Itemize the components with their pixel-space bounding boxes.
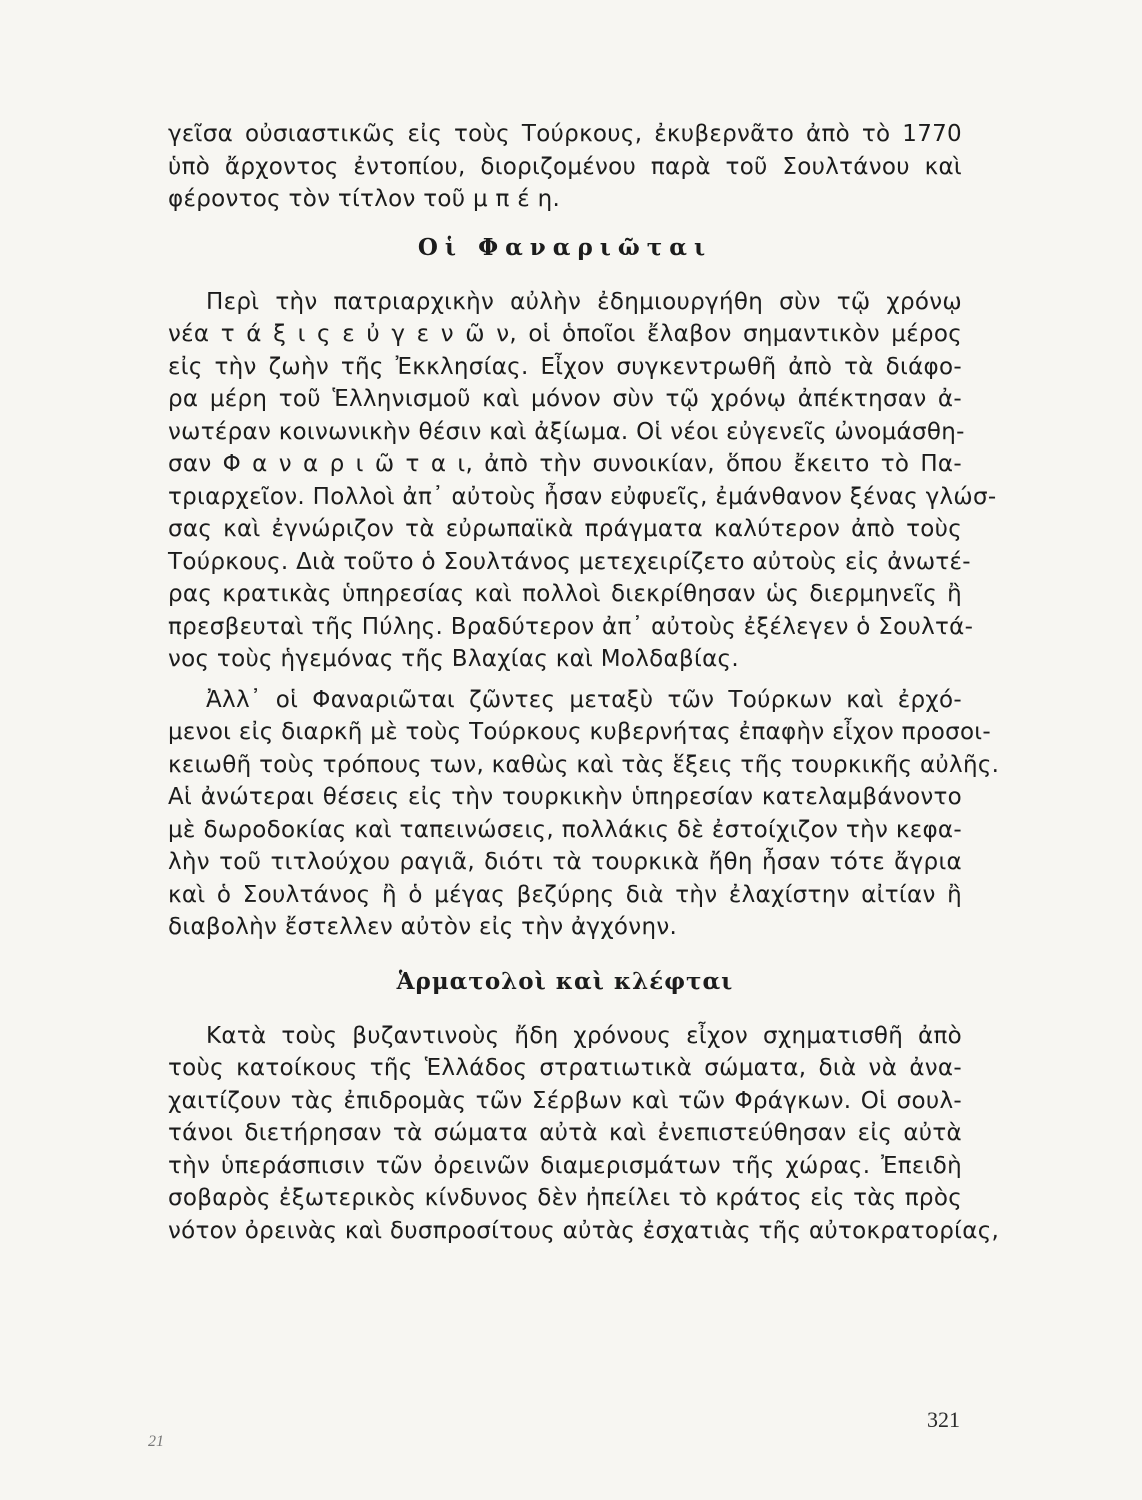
text-line: πρεσβευταὶ τῆς Πύλης. Βραδύτερον ἀπ᾽ αὐτοὺς ἐξέλεγεν ὁ Σουλτά-	[168, 613, 974, 640]
text-line: σαν Φ α ν α ρ ι ῶ τ α ι, ἀπὸ τὴν συνοικίαν, ὅπου ἔκειτο τὸ Πα-	[168, 451, 962, 477]
text-line: ρας κρατικὰς ὑπηρεσίας καὶ πολλοὶ διεκρίθησαν ὡς διερμηνεῖς ἢ	[168, 581, 962, 607]
text-line: χαιτίζουν τὰς ἐπιδρομὰς τῶν Σέρβων καὶ τῶν Φράγκων. Οἱ σουλ-	[168, 1087, 962, 1114]
text-line: μὲ δωροδοκίας καὶ ταπεινώσεις, πολλάκις δὲ ἐστοίχιζον τὴν κεφα-	[168, 816, 962, 843]
text-line: νος τοὺς ἡγεμόνας τῆς Βλαχίας καὶ Μολδαβίας.	[168, 646, 739, 672]
text-line: Περὶ τὴν πατριαρχικὴν αὐλὴν ἐδημιουργήθη σὺν τῷ χρόνῳ	[206, 288, 962, 315]
text-line: διαβολὴν ἔστελλεν αὐτὸν εἰς τὴν ἀγχόνην.	[168, 914, 678, 940]
text-line: Τούρκους. Διὰ τοῦτο ὁ Σουλτάνος μετεχειρίζετο αὐτοὺς εἰς ἀνωτέ-	[168, 548, 971, 575]
text-line: τοὺς κατοίκους τῆς Ἑλλάδος στρατιωτικὰ σώματα, διὰ νὰ ἀνα-	[168, 1055, 962, 1081]
text-line: Κατὰ τοὺς βυζαντινοὺς ἤδη χρόνους εἶχον σχηματισθῆ ἀπὸ	[206, 1022, 962, 1049]
text-line: λὴν τοῦ τιτλούχου ραγιᾶ, διότι τὰ τουρκικὰ ἤθη ἦσαν τότε ἄγρια	[168, 849, 962, 875]
text-line: Αἱ ἀνώτεραι θέσεις εἰς τὴν τουρκικὴν ὑπηρεσίαν κατελαμβάνοντο	[168, 784, 962, 810]
section-heading-phanariots: Οἱ Φαναριῶται	[417, 233, 713, 261]
text-line: ρα μέρη τοῦ Ἑλληνισμοῦ καὶ μόνον σὺν τῷ χρόνῳ ἀπέκτησαν ἀ-	[168, 386, 962, 412]
text-line: νότον ὀρεινὰς καὶ δυσπροσίτους αὐτὰς ἐσχατιὰς τῆς αὐτοκρατορίας,	[168, 1217, 1000, 1244]
text-line: κειωθῆ τοὺς τρόπους των, καθὼς καὶ τὰς ἕξεις τῆς τουρκικῆς αὐλῆς.	[168, 751, 1000, 778]
text-line: μενοι εἰς διαρκῆ μὲ τοὺς Τούρκους κυβερνήτας ἐπαφὴν εἶχον προσοι-	[168, 719, 991, 745]
text-line: ὑπὸ ἄρχοντος ἐντοπίου, διοριζομένου παρὰ τοῦ Σουλτάνου καὶ	[168, 153, 962, 180]
text-line: τὴν ὑπεράσπισιν τῶν ὀρεινῶν διαμερισμάτων τῆς χώρας. Ἐπειδὴ	[168, 1152, 962, 1179]
text-line: καὶ ὁ Σουλτάνος ἢ ὁ μέγας βεζύρης διὰ τὴν ἐλαχίστην αἰτίαν ἢ	[168, 881, 962, 908]
text-line: τριαρχεῖον. Πολλοὶ ἀπ᾽ αὐτοὺς ἦσαν εὐφυεῖς, ἐμάνθανον ξένας γλώσ-	[168, 483, 997, 510]
text-line: σας καὶ ἐγνώριζον τὰ εὐρωπαϊκὰ πράγματα καλύτερον ἀπὸ τοὺς	[168, 516, 962, 542]
text-line: Ἀλλ᾽ οἱ Φαναριῶται ζῶντες μεταξὺ τῶν Τούρκων καὶ ἐρχό-	[206, 686, 962, 713]
intro-text	[168, 118, 962, 216]
text-line: νωτέραν κοινωνικὴν θέσιν καὶ ἀξίωμα. Οἱ νέοι εὐγενεῖς ὠνομάσθη-	[168, 418, 965, 445]
text-line: σοβαρὸς ἐξωτερικὸς κίνδυνος δὲν ἠπείλει τὸ κράτος εἰς τὰς πρὸς	[168, 1185, 962, 1211]
paragraph-phanariots-1	[168, 286, 997, 676]
page-number: 321	[927, 1407, 960, 1432]
text-line: τάνοι διετήρησαν τὰ σώματα αὐτὰ καὶ ἐνεπιστεύθησαν εἰς αὐτὰ	[168, 1120, 962, 1146]
text-line: εἰς τὴν ζωὴν τῆς Ἐκκλησίας. Εἶχον συγκεντρωθῆ ἀπὸ τὰ διάφο-	[168, 353, 962, 380]
paragraph-armatoloi-1	[168, 1020, 1000, 1248]
section-heading-armatoloi: Ἁρματολοὶ καὶ κλέφται	[396, 967, 734, 995]
text-line: φέροντος τὸν τίτλον τοῦ μ π έ η.	[168, 186, 561, 212]
text-line: γεῖσα οὐσιαστικῶς εἰς τοὺς Τούρκους, ἐκυβερνᾶτο ἀπὸ τὸ 1770	[168, 121, 962, 147]
paragraph-phanariots-2	[168, 684, 1000, 944]
page-body	[168, 118, 1000, 1247]
text-line: νέα τ ά ξ ι ς ε ὐ γ ε ν ῶ ν, οἱ ὁποῖοι ἔλαβον σημαντικὸν μέρος	[168, 321, 962, 347]
signature-mark: 21	[148, 1433, 164, 1450]
